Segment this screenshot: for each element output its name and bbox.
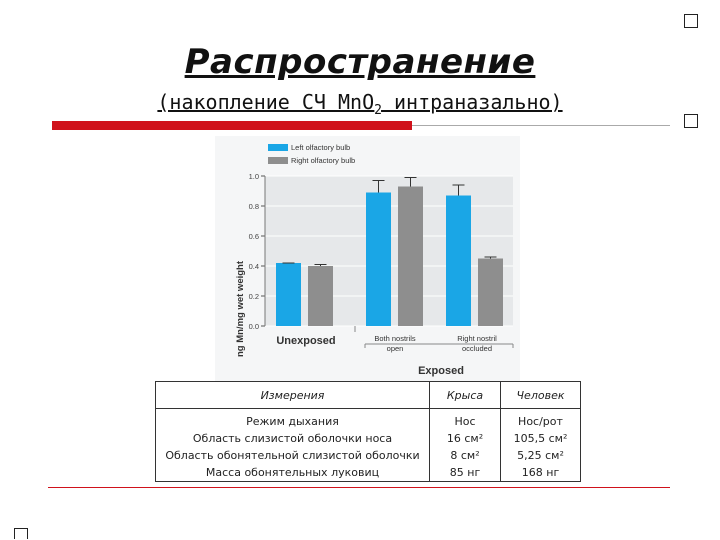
x-label-right-occluded bbox=[457, 334, 497, 353]
table-cell-rat bbox=[430, 409, 501, 482]
y-tick-label: 0.4 bbox=[248, 262, 259, 271]
table-cell: 16 см² bbox=[446, 432, 484, 445]
bar-left-group-1 bbox=[276, 263, 301, 326]
slide-title: Распространение bbox=[184, 42, 536, 82]
bar-right-group-1 bbox=[308, 266, 333, 326]
corner-square-decoration bbox=[684, 14, 698, 28]
table-cell: Область обонятельной слизистой оболочки bbox=[165, 449, 420, 462]
legend-swatch-left bbox=[268, 144, 288, 151]
divider-square-decoration bbox=[684, 114, 698, 128]
table-cell: Режим дыхания bbox=[246, 415, 339, 428]
x-label-line: Both nostrils bbox=[374, 334, 416, 343]
title-divider-line bbox=[412, 125, 670, 126]
comparison-table bbox=[155, 381, 581, 482]
x-label-line: open bbox=[386, 344, 404, 353]
x-label-line: occluded bbox=[461, 344, 493, 353]
table-cell: 168 нг bbox=[521, 466, 560, 479]
slide-subtitle bbox=[0, 90, 720, 118]
table-cell: 105,5 см² bbox=[513, 432, 568, 445]
table-cell: 8 см² bbox=[450, 449, 480, 462]
bar-chart bbox=[215, 136, 520, 381]
bar-right-group-3 bbox=[478, 259, 503, 327]
y-axis-label: ng Mn/mg wet weight bbox=[235, 260, 246, 358]
subtitle-subscript: 2 bbox=[374, 103, 382, 118]
y-tick-label: 0.0 bbox=[248, 322, 259, 331]
corner-square-decoration-bottom bbox=[14, 528, 28, 539]
bar-right-group-2 bbox=[398, 187, 423, 327]
table-header-cell: Человек bbox=[501, 382, 581, 409]
legend-label-left: Left olfactory bulb bbox=[291, 143, 351, 152]
bottom-red-line bbox=[48, 487, 670, 488]
y-tick-label: 1.0 bbox=[248, 172, 259, 181]
table-cell: Масса обонятельных луковиц bbox=[205, 466, 380, 479]
table-cell: 5,25 см² bbox=[517, 449, 564, 462]
table-header-cell: Измерения bbox=[156, 382, 430, 409]
table-cell-measurements bbox=[156, 409, 430, 482]
y-tick-label: 0.2 bbox=[248, 292, 259, 301]
title-red-bar bbox=[52, 121, 412, 130]
table-cell-human bbox=[501, 409, 581, 482]
x-label-unexposed: Unexposed bbox=[276, 335, 336, 347]
legend-swatch-right bbox=[268, 157, 288, 164]
bar-left-group-2 bbox=[366, 193, 391, 327]
table-cell: 85 нг bbox=[449, 466, 481, 479]
y-tick-label: 0.6 bbox=[248, 232, 259, 241]
table-header-row bbox=[156, 382, 581, 409]
y-tick-label: 0.8 bbox=[248, 202, 259, 211]
x-label-exposed: Exposed bbox=[418, 365, 464, 377]
table-cell: Нос/рот bbox=[518, 415, 563, 428]
subtitle-suffix: интраназально) bbox=[381, 90, 563, 114]
table-cell: Нос bbox=[454, 415, 476, 428]
x-label-line: Right nostril bbox=[457, 334, 497, 343]
table-body-row bbox=[156, 409, 581, 482]
bar-left-group-3 bbox=[446, 196, 471, 327]
legend-label-right: Right olfactory bulb bbox=[291, 156, 356, 165]
table-cell: Область слизистой оболочки носа bbox=[192, 432, 393, 445]
table-header-cell: Крыса bbox=[430, 382, 501, 409]
subtitle-prefix: (накопление СЧ MnO bbox=[157, 90, 375, 114]
chart-panel bbox=[215, 136, 520, 381]
